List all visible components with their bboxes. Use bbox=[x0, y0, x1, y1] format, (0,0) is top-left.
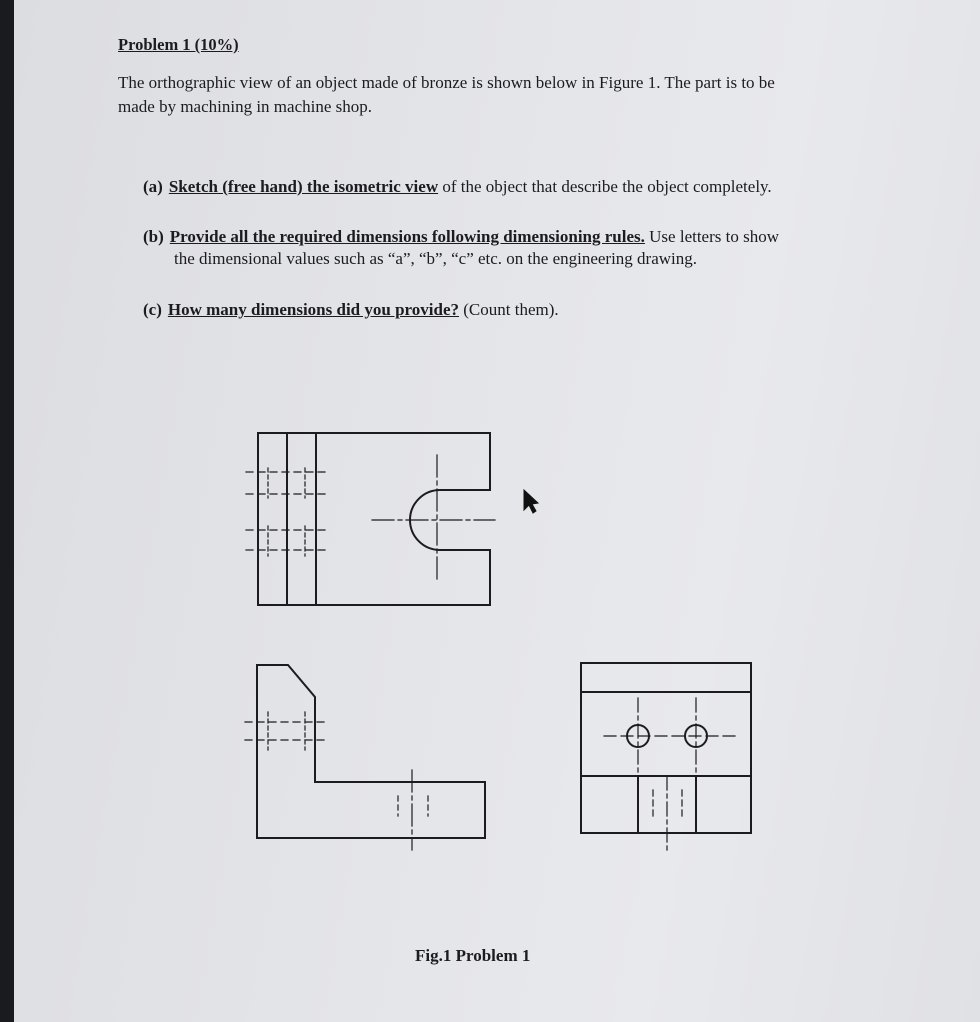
item-c-text: (Count them). bbox=[459, 300, 559, 319]
item-a-text: of the object that describe the object completely. bbox=[438, 177, 772, 196]
intro-line-2: made by machining in machine shop. bbox=[118, 97, 372, 116]
item-c-emphasis: How many dimensions did you provide? bbox=[167, 300, 459, 319]
item-b-line-2: the dimensional values such as “a”, “b”, “c” etc. on the engineering drawing. bbox=[174, 249, 698, 268]
problem-title: Problem 1 (10%) bbox=[118, 35, 239, 54]
figure-caption: Fig.1 Problem 1 bbox=[415, 946, 531, 965]
item-b-label: (b) bbox=[143, 227, 164, 246]
side-view bbox=[581, 663, 751, 850]
item-a-emphasis: Sketch (free hand) the isometric view bbox=[168, 177, 439, 196]
item-c-label: (c) bbox=[143, 300, 162, 319]
front-view bbox=[245, 665, 485, 850]
intro-line-1: The orthographic view of an object made of bronze is shown below in Figure 1. The part is to be bbox=[118, 73, 775, 92]
item-a-label: (a) bbox=[143, 177, 163, 196]
mouse-cursor-icon bbox=[524, 490, 538, 513]
top-view bbox=[246, 433, 495, 605]
item-b-text: Use letters to show bbox=[644, 227, 779, 246]
item-b-emphasis: Provide all the required dimensions following dimensioning rules. bbox=[169, 227, 645, 246]
